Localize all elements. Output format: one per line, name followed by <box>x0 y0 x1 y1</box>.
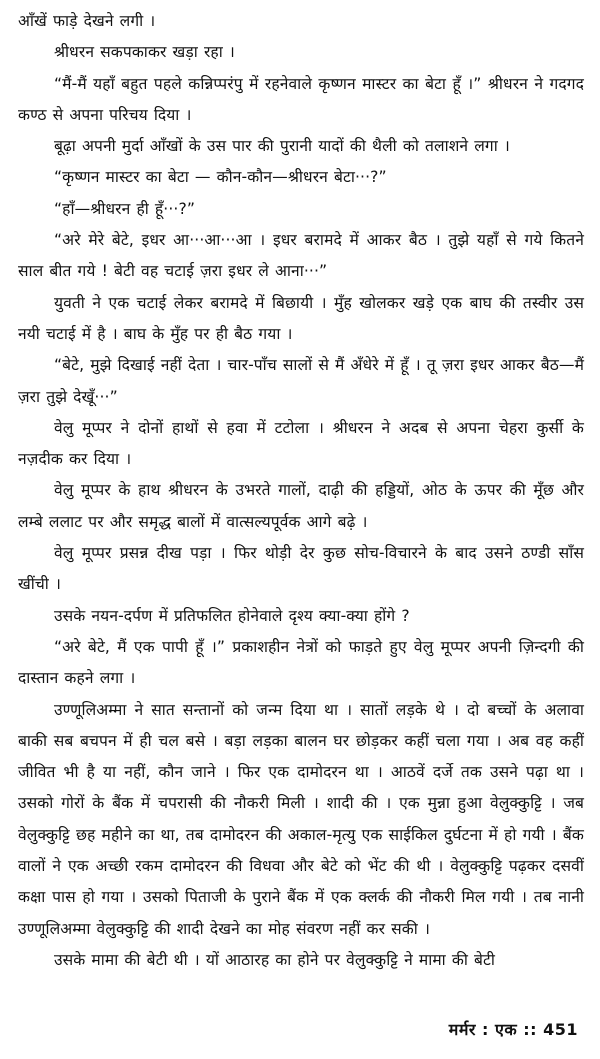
paragraph-2: श्रीधरन सकपकाकर खड़ा रहा । <box>54 43 235 62</box>
page-body <box>18 6 584 976</box>
paragraph-8: युवती ने एक चटाई लेकर बरामदे में बिछायी । मुँह खोलकर खड़े एक बाघ की तस्वीर उस नयी चटाई में है । बाघ के मुँह पर ही बैठ गया । <box>18 293 584 343</box>
paragraph-7: “अरे मेरे बेटे, इधर आ···आ···आ । इधर बरामदे में आकर बैठ । तुझे यहाँ से गये कितने साल बीत गये ! बेटी वह चटाई ज़रा इधर ले आना···” <box>18 231 584 281</box>
paragraph-6: “हाँ—श्रीधरन ही हूँ···?” <box>54 199 196 218</box>
paragraph-15: उण्णूलिअम्मा ने सात सन्तानों को जन्म दिया था । सातों लड़के थे । दो बच्चों के अलावा बाकी सब बचपन में ही चल बसे । बड़ा लड़का बालन घर छोड़कर कहीं चला गया । अब वह कहीं जीवित भी है या नहीं, कौन जाने । फिर एक दामोदरन था । आठवें दर्जे तक उसने पढ़ा था । उसको गोरों के बैंक में चपरासी की नौकरी मिली । शादी की । एक मुन्ना हुआ वेलुक्कुट्टि । जब वेलुक्कुट्टि छह महीने का था, तब दामोदरन की अकाल-मृत्यु एक साईकिल दुर्घटना में हो गयी । बैंक वालों ने एक अच्छी रकम दामोदरन की विधवा और बेटे को भेंट की थी । वेलुक्कुट्टि पढ़कर दसवीं कक्षा पास हो गया । उसको पिताजी के पुराने बैंक में एक क्लर्क की नौकरी मिल गयी । तब नानी उण्णूलिअम्मा वेलुक्कुट्टि की शादी देखने का मोह संवरण नहीं कर सकी । <box>18 700 584 938</box>
paragraph-13: उसके नयन-दर्पण में प्रतिफलित होनेवाले दृश्य क्या-क्या होंगे ? <box>54 606 410 625</box>
paragraph-9: “बेटे, मुझे दिखाई नहीं देता । चार-पाँच सालों से मैं अँधेरे में हूँ । तू ज़रा इधर आकर बैठ—मैं ज़रा तुझे देखूँ···” <box>18 356 584 406</box>
paragraph-16: उसके मामा की बेटी थी । यों आठारह का होने पर वेलुक्कुट्टि ने मामा की बेटी <box>54 950 496 969</box>
paragraph-1: आँखें फाड़े देखने लगी । <box>18 12 156 30</box>
paragraph-4: बूढ़ा अपनी मुर्दा आँखों के उस पार की पुरानी यादों की थैली को तलाशने लगा । <box>54 137 510 156</box>
page-footer: मर्मर : एक :: 451 <box>448 1020 578 1039</box>
paragraph-10: वेलु मूप्पर ने दोनों हाथों से हवा में टटोला । श्रीधरन ने अदब से अपना चेहरा कुर्सी के नज़दीक कर दिया । <box>18 418 584 469</box>
paragraph-11: वेलु मूप्पर के हाथ श्रीधरन के उभरते गालों, दाढ़ी की हड्डियों, ओठ के ऊपर की मूँछ और लम्बे ललाट पर और समृद्ध बालों में वात्सल्यपूर्वक आगे बढ़े । <box>18 481 584 531</box>
paragraph-12: वेलु मूप्पर प्रसन्न दीख पड़ा । फिर थोड़ी देर कुछ सोच-विचारने के बाद उसने ठण्डी साँस खींची । <box>18 544 584 594</box>
paragraph-14: “अरे बेटे, मैं एक पापी हूँ ।” प्रकाशहीन नेत्रों को फाड़ते हुए वेलु मूप्पर अपनी ज़िन्दगी की दास्तान कहने लगा । <box>18 637 584 688</box>
paragraph-5: “कृष्णन मास्टर का बेटा — कौन-कौन—श्रीधरन बेटा···?” <box>54 168 387 187</box>
paragraph-3: “मैं-मैं यहाँ बहुत पहले कन्निप्परंपु में रहनेवाले कृष्णन मास्टर का बेटा हूँ ।” श्रीधरन ने गदगद कण्ठ से अपना परिचय दिया । <box>18 74 584 124</box>
